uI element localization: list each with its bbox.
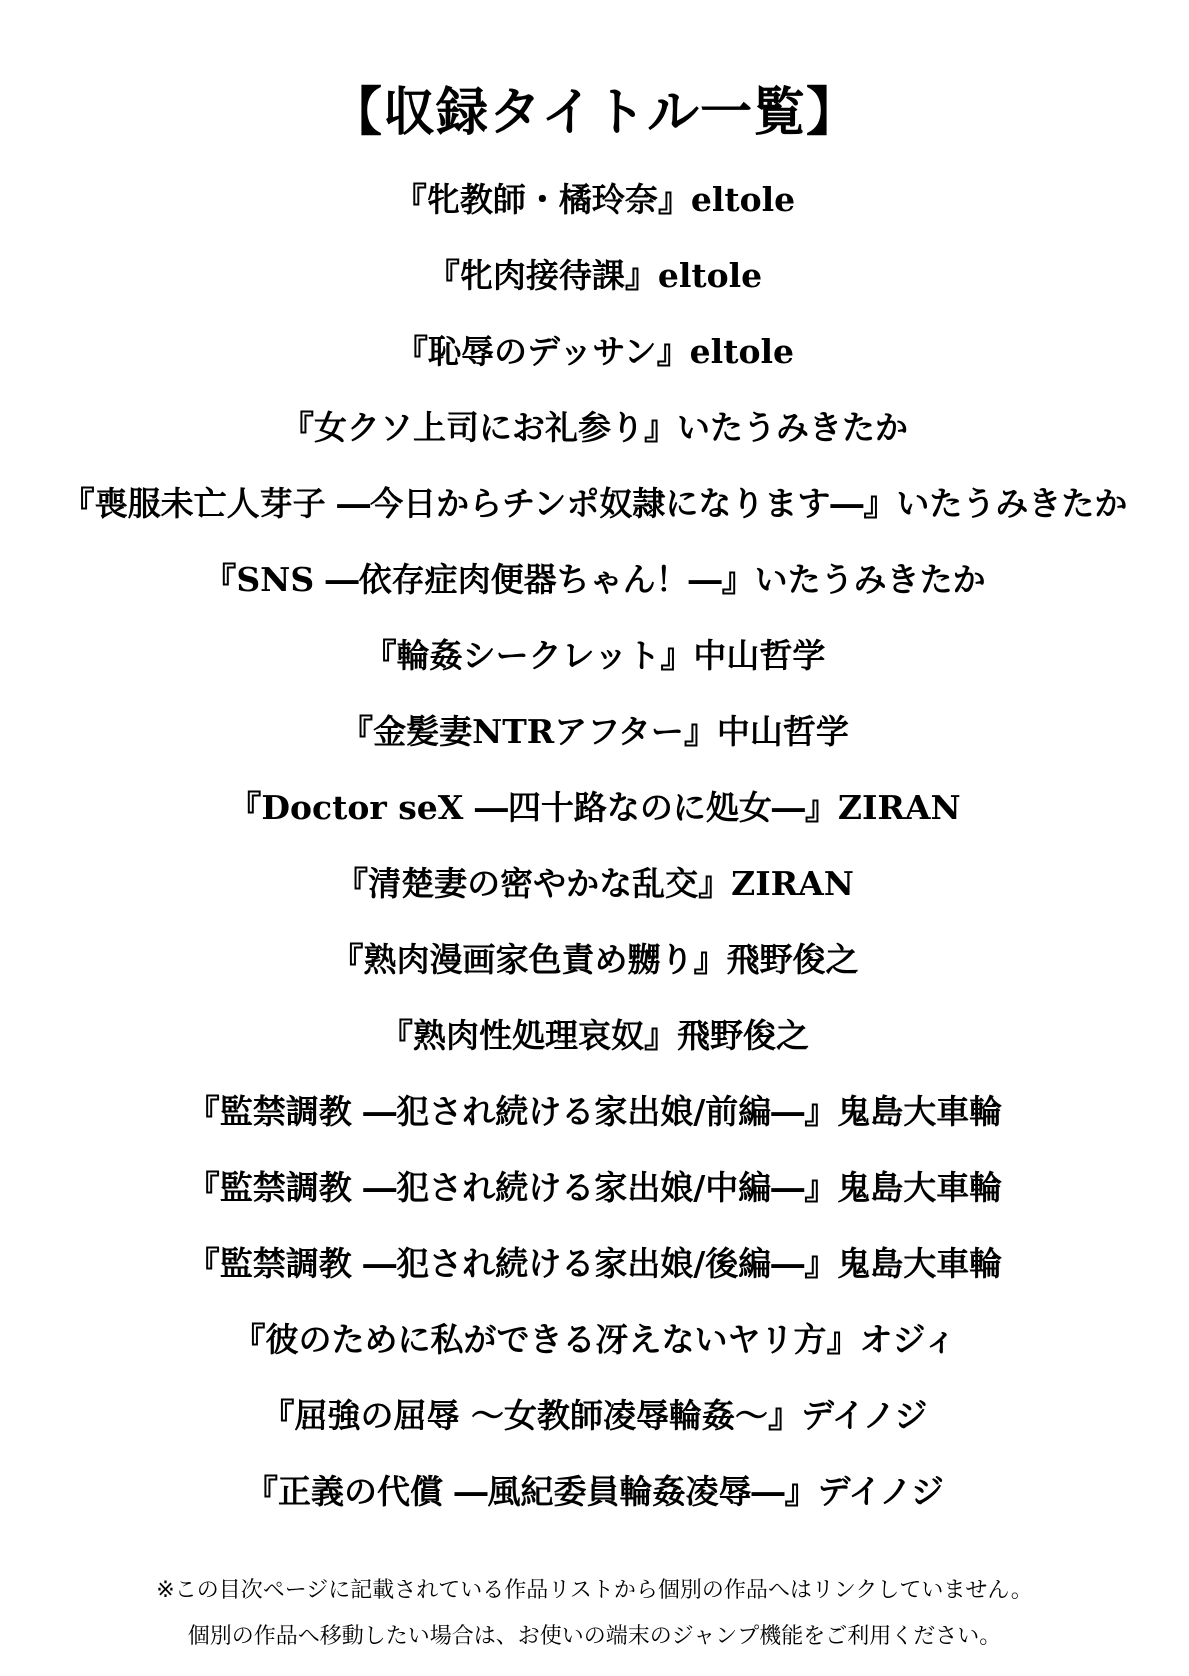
list-item: 『清楚妻の密やかな乱交』ZIRAN <box>335 864 854 903</box>
footnote-line: ※この目次ページに記載されている作品リストから個別の作品へはリンクしていません。 <box>156 1578 1033 1603</box>
list-item: 『屈強の屈辱 ～女教師凌辱輪姦～』デイノジ <box>261 1396 928 1435</box>
list-item: 『牝肉接待課』eltole <box>426 256 763 295</box>
list-item: 『SNS ―依存症肉便器ちゃん！―』いたうみきたか <box>203 560 986 599</box>
list-item: 『監禁調教 ―犯され続ける家出娘/後編―』鬼島大車輪 <box>186 1244 1003 1283</box>
list-item: 『輪姦シークレット』中山哲学 <box>363 636 826 675</box>
list-item: 『正義の代償 ―風紀委員輪姦凌辱―』デイノジ <box>245 1472 944 1511</box>
list-item: 『熟肉漫画家色責め嬲り』飛野俊之 <box>330 940 859 979</box>
list-item: 『熟肉性処理哀奴』飛野俊之 <box>380 1016 809 1055</box>
list-item: 『恥辱のデッサン』eltole <box>394 332 794 371</box>
footnote <box>0 1568 1189 1660</box>
list-item: 『彼のために私ができる冴えないヤリ方』オジィ <box>232 1320 957 1359</box>
list-item: 『監禁調教 ―犯され続ける家出娘/中編―』鬼島大車輪 <box>186 1168 1003 1207</box>
title-list <box>0 162 1189 1530</box>
list-item: 『金髪妻NTRアフター』中山哲学 <box>340 712 849 751</box>
list-item: 『女クソ上司にお礼参り』いたうみきたか <box>281 408 908 447</box>
list-item: 『喪服未亡人芽子 ―今日からチンポ奴隷になります―』いたうみきたか <box>61 484 1128 523</box>
list-item: 『Doctor seX ―四十路なのに処女―』ZIRAN <box>228 788 961 827</box>
footnote-line: 個別の作品へ移動したい場合は、お使いの端末のジャンプ機能をご利用ください。 <box>187 1624 1002 1649</box>
list-item: 『監禁調教 ―犯され続ける家出娘/前編―』鬼島大車輪 <box>186 1092 1003 1131</box>
page-title: 【収録タイトル一覧】 <box>330 82 859 143</box>
list-item: 『牝教師・橘玲奈』eltole <box>393 180 796 219</box>
